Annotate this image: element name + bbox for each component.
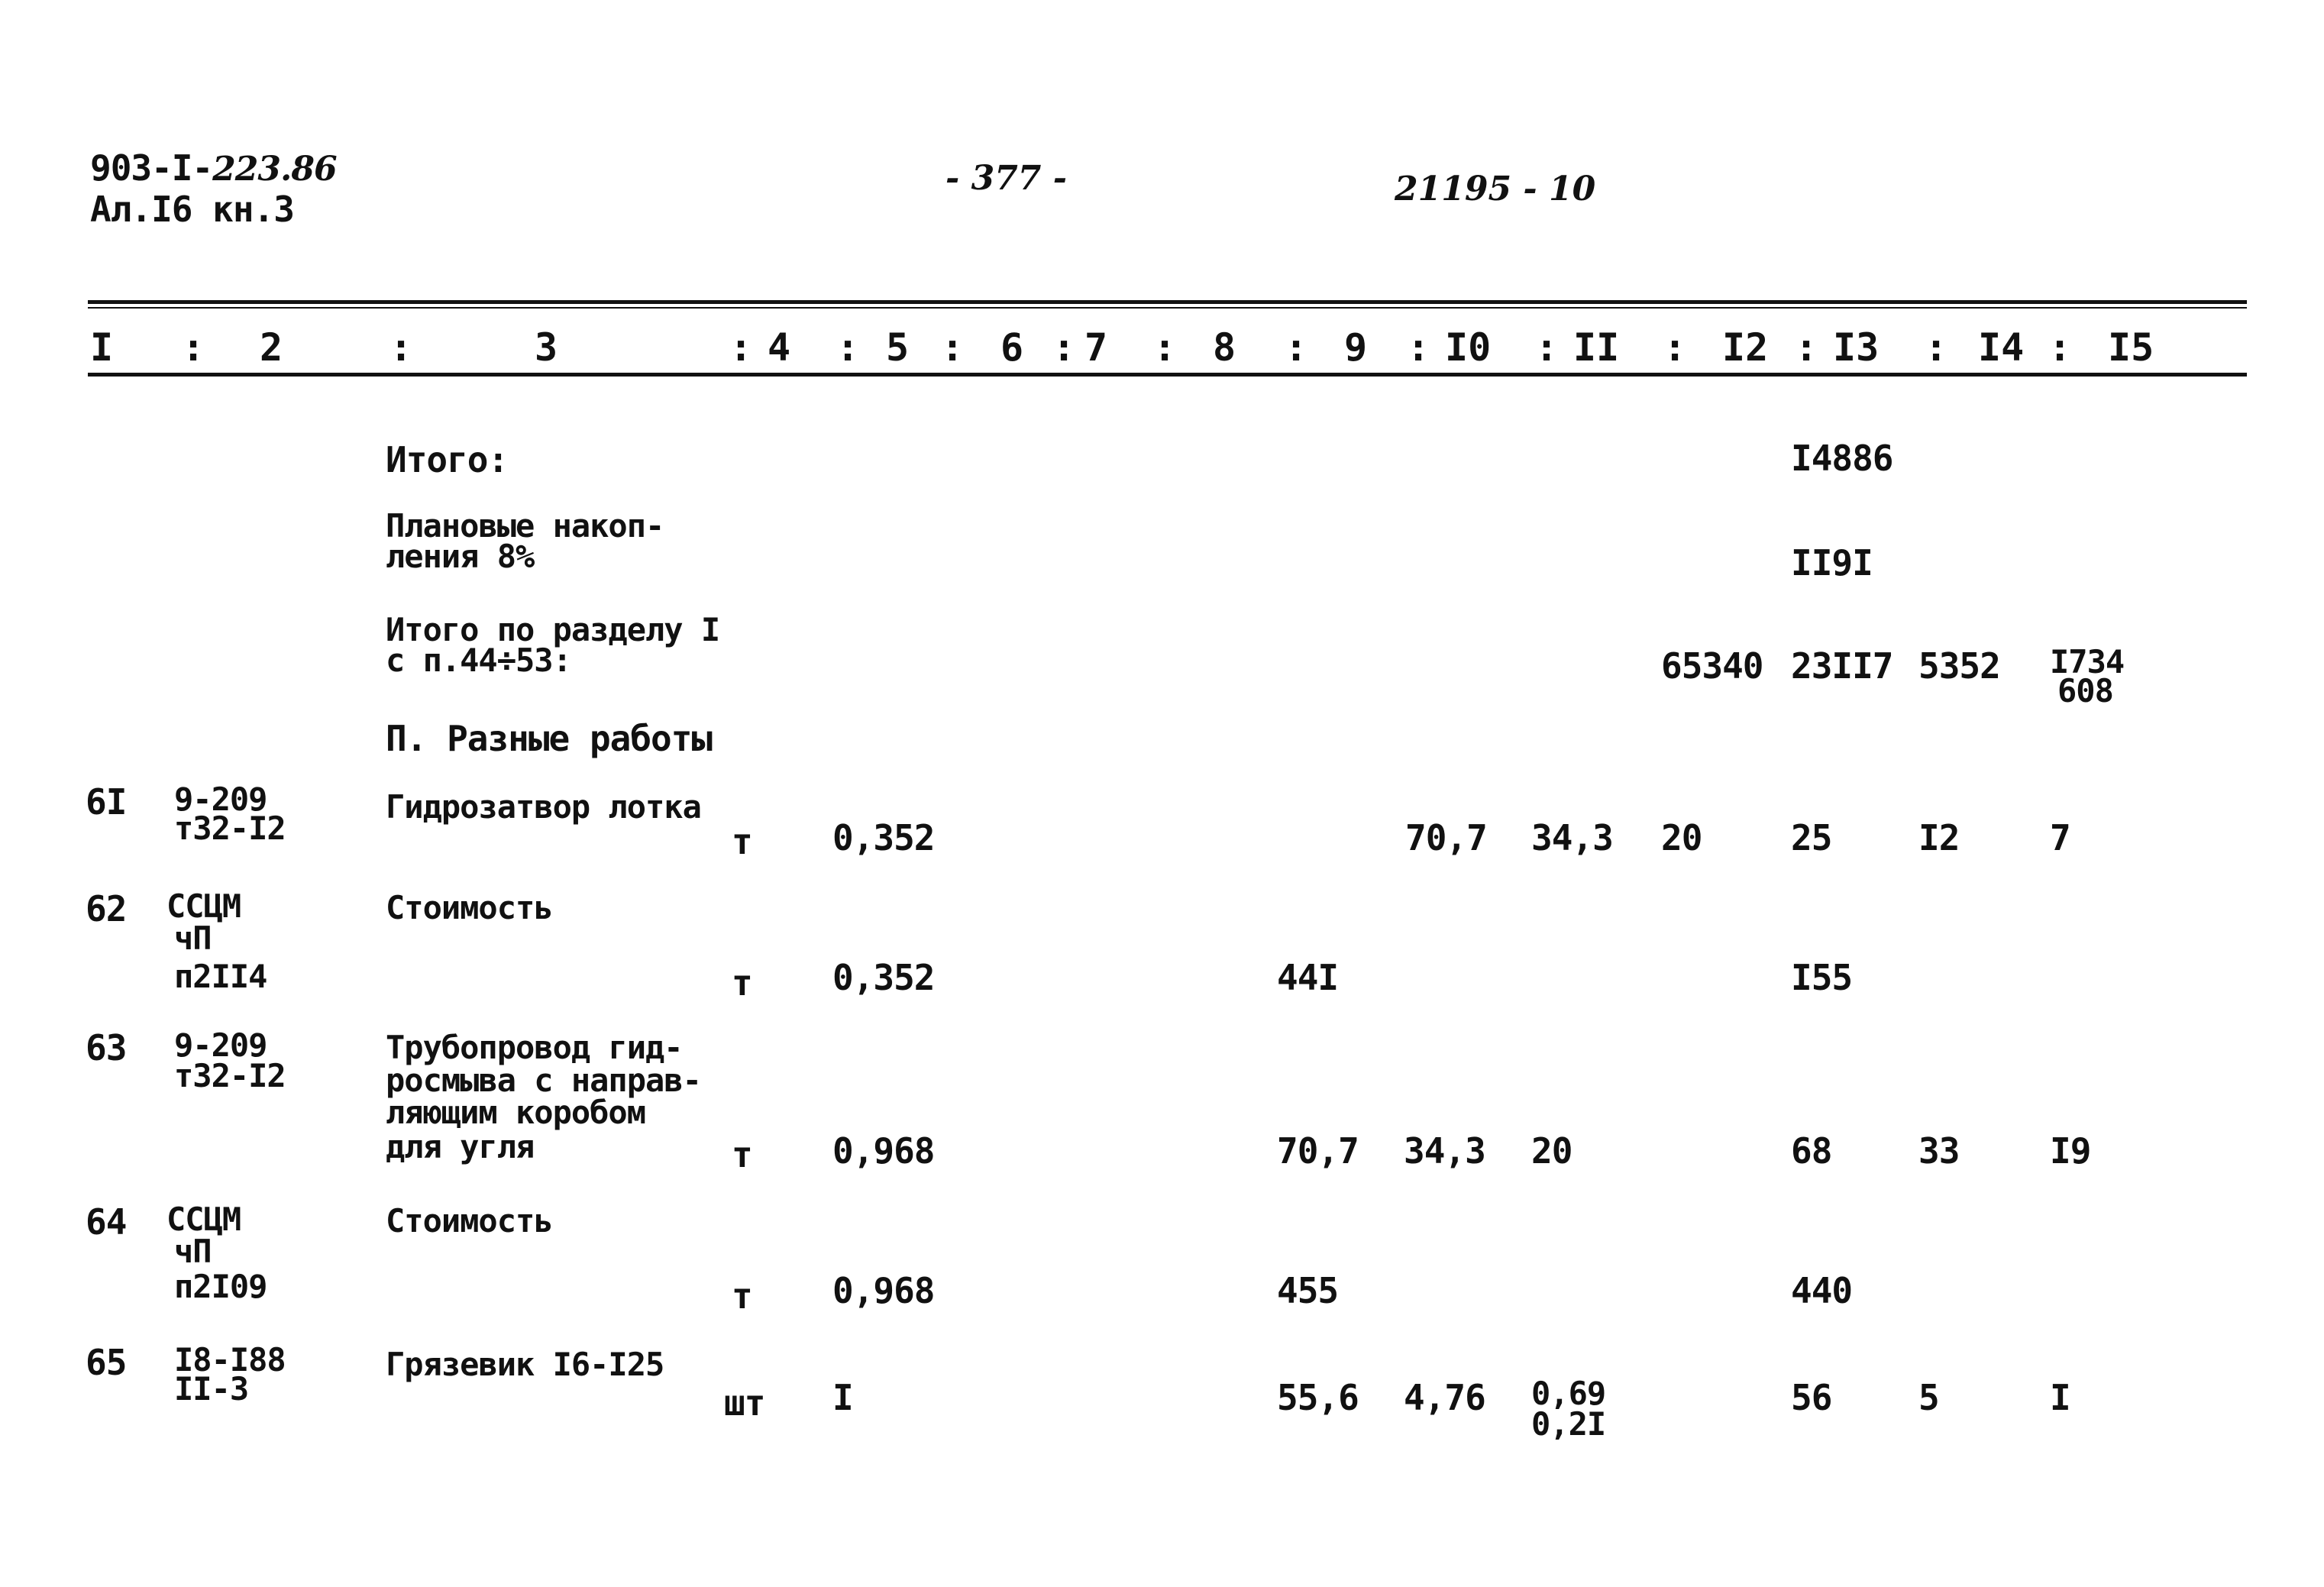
row-col11-line2: 0,2I bbox=[1531, 1405, 1606, 1443]
column-separator: : bbox=[1925, 325, 1948, 370]
planned-value: II9I bbox=[1791, 542, 1873, 583]
page-number: - 377 - bbox=[945, 159, 1068, 198]
row-code-line3: п2II4 bbox=[174, 958, 267, 995]
column-header-2: 2 bbox=[260, 325, 283, 370]
row-number: 64 bbox=[86, 1201, 127, 1243]
section-total-col15-line2: 608 bbox=[2057, 672, 2113, 709]
row-col13: 440 bbox=[1791, 1270, 1853, 1311]
column-header-12: I2 bbox=[1722, 325, 1769, 370]
row-col9: 55,6 bbox=[1277, 1377, 1359, 1418]
column-header-1: I bbox=[90, 325, 114, 370]
column-separator: : bbox=[1535, 325, 1559, 370]
itogo-value: I4886 bbox=[1791, 438, 1893, 479]
row-col10: 34,3 bbox=[1404, 1130, 1485, 1172]
row-description: Стоимость bbox=[386, 889, 553, 926]
row-quantity: 0,352 bbox=[832, 957, 935, 998]
column-separator: : bbox=[1407, 325, 1430, 370]
column-separator: : bbox=[836, 325, 860, 370]
row-code-line1: 9-209 bbox=[174, 1026, 267, 1064]
row-number: 63 bbox=[86, 1027, 127, 1068]
column-separator: : bbox=[182, 325, 205, 370]
row-quantity: I bbox=[832, 1377, 853, 1418]
column-separator: : bbox=[941, 325, 965, 370]
row-col10: 4,76 bbox=[1404, 1377, 1485, 1418]
row-code-line1: I8-I88 bbox=[174, 1341, 286, 1379]
row-col13: I55 bbox=[1791, 957, 1853, 998]
row-description: Стоимость bbox=[386, 1202, 553, 1240]
row-col15: 7 bbox=[2050, 817, 2070, 858]
row-code-line1: ССЦМ bbox=[166, 1201, 241, 1238]
row-col13: 25 bbox=[1791, 817, 1832, 858]
row-code-line3: п2I09 bbox=[174, 1268, 267, 1305]
section-total-col13: 23II7 bbox=[1791, 645, 1893, 687]
planned-label-line2: ления 8% bbox=[386, 538, 535, 575]
column-separator: : bbox=[1663, 325, 1687, 370]
column-header-5: 5 bbox=[886, 325, 910, 370]
column-header-3: 3 bbox=[535, 325, 558, 370]
column-separator: : bbox=[389, 325, 413, 370]
row-col13: 56 bbox=[1791, 1377, 1832, 1418]
section-total-col14: 5352 bbox=[1918, 645, 2000, 687]
row-description-line1: Трубопровод гид- bbox=[386, 1029, 683, 1066]
row-number: 62 bbox=[86, 888, 127, 929]
column-separator: : bbox=[729, 325, 753, 370]
row-code-line1: ССЦМ bbox=[166, 887, 241, 925]
row-unit: т bbox=[732, 1275, 752, 1317]
column-separator: : bbox=[1153, 325, 1177, 370]
column-header-8: 8 bbox=[1213, 325, 1236, 370]
document-code-prefix: 903-I- bbox=[90, 147, 213, 189]
row-col11: 34,3 bbox=[1531, 817, 1613, 858]
top-rule bbox=[88, 300, 2247, 304]
row-description: Гидрозатвор лотка bbox=[386, 788, 701, 826]
album-label: Ал.I6 кн.3 bbox=[90, 189, 294, 230]
row-code-line2: т32-I2 bbox=[174, 810, 286, 847]
column-separator: : bbox=[1052, 325, 1076, 370]
row-col15: I bbox=[2050, 1377, 2070, 1418]
row-quantity: 0,352 bbox=[832, 817, 935, 858]
planned-label-line1: Плановые накоп- bbox=[386, 507, 664, 545]
header-underline bbox=[88, 373, 2247, 377]
row-col14: 5 bbox=[1918, 1377, 1939, 1418]
row-quantity: 0,968 bbox=[832, 1130, 935, 1172]
document-code bbox=[90, 147, 337, 189]
row-code-line2: чП bbox=[174, 920, 212, 957]
row-col14: I2 bbox=[1918, 817, 1960, 858]
column-header-6: 6 bbox=[1000, 325, 1024, 370]
row-col14: 33 bbox=[1918, 1130, 1960, 1172]
row-number: 6I bbox=[86, 781, 127, 823]
section-total-col12: 65340 bbox=[1661, 645, 1763, 687]
row-quantity: 0,968 bbox=[832, 1270, 935, 1311]
document-reference: 21195 - 10 bbox=[1395, 170, 1596, 208]
row-description-line3: ляющим коробом bbox=[386, 1094, 646, 1131]
row-col13: 68 bbox=[1791, 1130, 1832, 1172]
row-col9: 70,7 bbox=[1277, 1130, 1359, 1172]
section-total-label-line1: Итого по разделу I bbox=[386, 611, 720, 648]
column-header-11: II bbox=[1573, 325, 1620, 370]
row-col9: 455 bbox=[1277, 1270, 1339, 1311]
row-col12: 20 bbox=[1661, 817, 1702, 858]
column-separator: : bbox=[1795, 325, 1818, 370]
row-code-line1: 9-209 bbox=[174, 781, 267, 818]
column-header-9: 9 bbox=[1344, 325, 1368, 370]
row-col9: 44I bbox=[1277, 957, 1339, 998]
row-description: Грязевик I6-I25 bbox=[386, 1346, 664, 1383]
row-unit: шт bbox=[724, 1382, 765, 1424]
row-code-line2: т32-I2 bbox=[174, 1057, 286, 1094]
row-unit: т bbox=[732, 962, 752, 1004]
section-total-label-line2: с п.44÷53: bbox=[386, 642, 571, 679]
column-header-7: 7 bbox=[1084, 325, 1108, 370]
row-code-line2: чП bbox=[174, 1233, 212, 1270]
section-heading: П. Разные работы bbox=[386, 718, 713, 759]
row-description-line2: росмыва с направ- bbox=[386, 1062, 701, 1099]
column-header-13: I3 bbox=[1833, 325, 1880, 370]
section-total-col15-line1: I734 bbox=[2050, 643, 2125, 680]
column-separator: : bbox=[1285, 325, 1308, 370]
row-unit: т bbox=[732, 821, 752, 862]
row-col15: I9 bbox=[2050, 1130, 2091, 1172]
itogo-label: Итого: bbox=[386, 439, 509, 480]
column-header-14: I4 bbox=[1978, 325, 2025, 370]
column-separator: : bbox=[2048, 325, 2072, 370]
row-number: 65 bbox=[86, 1342, 127, 1383]
top-rule-thin bbox=[88, 307, 2247, 309]
column-header-4: 4 bbox=[768, 325, 791, 370]
row-code-line2: II-3 bbox=[174, 1370, 249, 1408]
row-description-line4: для угля bbox=[386, 1128, 535, 1165]
row-col11: 20 bbox=[1531, 1130, 1572, 1172]
row-col11-line1: 0,69 bbox=[1531, 1375, 1606, 1412]
column-header-15: I5 bbox=[2108, 325, 2154, 370]
row-col10: 70,7 bbox=[1405, 817, 1487, 858]
row-unit: т bbox=[732, 1134, 752, 1175]
column-header-10: I0 bbox=[1445, 325, 1492, 370]
document-code-suffix: 223.86 bbox=[212, 150, 337, 189]
